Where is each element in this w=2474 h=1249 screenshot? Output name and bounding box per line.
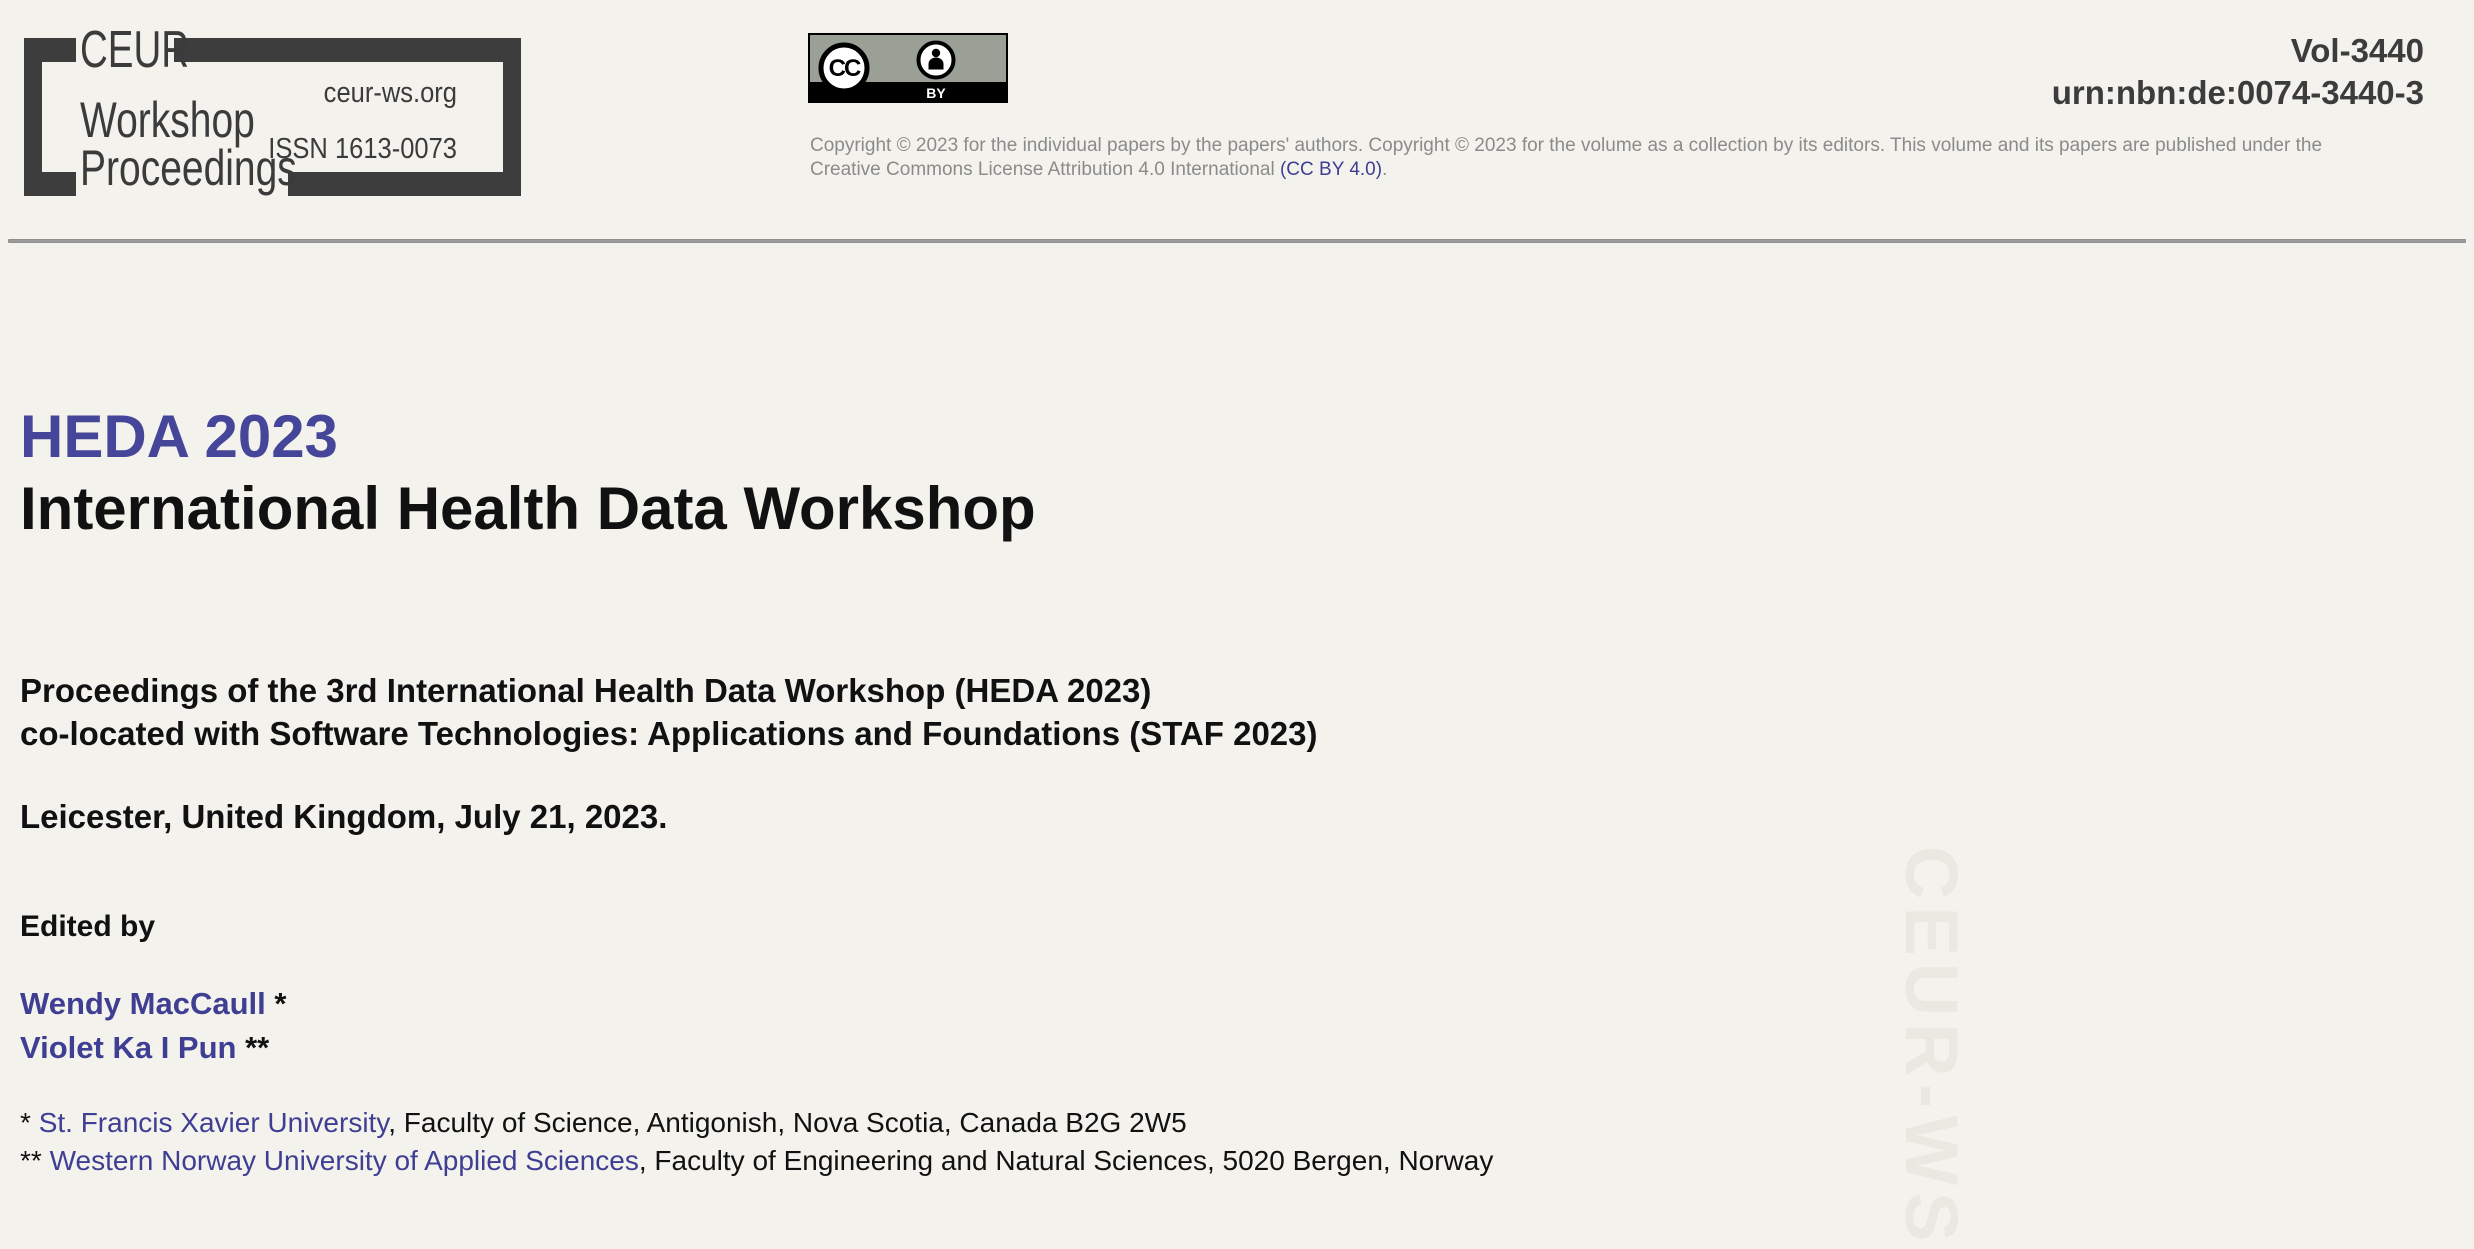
ceur-ws-watermark: CEUR-WS (1890, 846, 1973, 1249)
copyright-line2: Creative Commons License Attribution 4.0 International (CC BY 4.0). (810, 159, 1388, 180)
cc-circle-icon (821, 45, 867, 91)
affiliation-link-st-francis-xavier[interactable]: St. Francis Xavier University (38, 1107, 389, 1138)
logo-right-text (197, 78, 457, 164)
proceedings-line1: Proceedings of the 3rd International Health Data Workshop (HEDA 2023) (20, 672, 1152, 709)
logo-site-url: ceur-ws.org (323, 77, 457, 109)
affiliation-row (20, 1104, 1493, 1142)
volume-number: Vol-3440 (2290, 32, 2424, 69)
edited-by-label: Edited by (20, 910, 156, 943)
editor-footnote-marker: ** (236, 1030, 270, 1065)
page-header (0, 0, 2474, 233)
logo-proceedings-line: Proceedings (80, 140, 297, 196)
svg-text:CC: CC (828, 55, 860, 82)
editor-link-wendy-maccaull[interactable]: Wendy MacCaull (20, 986, 266, 1021)
volume-id-block (2052, 30, 2424, 114)
page-title (20, 401, 1036, 545)
editor-affiliations (20, 1104, 1493, 1180)
cc-by-badge-graphic (808, 33, 1008, 103)
logo-issn: ISSN 1613-0073 (268, 133, 457, 165)
badge-by-label: BY (926, 85, 946, 101)
proceedings-line2: co-located with Software Technologies: Applications and Foundations (STAF 2023) (20, 715, 1318, 752)
editors-list (20, 982, 286, 1070)
affiliation-rest: , Faculty of Science, Antigonish, Nova Scotia, Canada B2G 2W5 (388, 1107, 1187, 1138)
editor-footnote-marker: * (265, 986, 287, 1021)
attribution-person-icon (919, 43, 954, 78)
editor-link-violet-ka-i-pun[interactable]: Violet Ka I Pun (20, 1030, 237, 1065)
footnote-marker: ** (20, 1145, 50, 1176)
workshop-title: International Health Data Workshop (20, 475, 1036, 542)
copyright-line1: Copyright © 2023 for the individual papers by the papers' authors. Copyright © 2023 for the volume as a collection by its editors. This volume and its papers are published under the (810, 135, 2323, 156)
proceedings-statement (20, 669, 1318, 755)
affiliation-row (20, 1142, 1493, 1180)
logo-workshop-line: Workshop (80, 92, 255, 148)
volume-urn: urn:nbn:de:0074-3440-3 (2051, 74, 2424, 111)
header-divider (8, 239, 2466, 243)
affiliation-rest: , Faculty of Engineering and Natural Sciences, 5020 Bergen, Norway (638, 1145, 1494, 1176)
logo-ceur-text: CEUR (80, 21, 190, 79)
logo-bracket-top (24, 38, 76, 62)
workshop-acronym: HEDA 2023 (20, 403, 338, 470)
cc-by-license-link[interactable]: (CC BY 4.0) (1279, 159, 1383, 180)
copyright-notice (810, 134, 2445, 182)
editor-row (20, 982, 286, 1026)
footnote-marker: * (20, 1107, 39, 1138)
location-date: Leicester, United Kingdom, July 21, 2023. (20, 798, 668, 835)
logo-bottom-bar (288, 172, 521, 196)
cc-by-license-badge[interactable] (808, 33, 1008, 103)
editor-row (20, 1026, 286, 1070)
logo-top-bar (174, 38, 521, 62)
affiliation-link-western-norway[interactable]: Western Norway University of Applied Sciences (49, 1145, 639, 1176)
logo-bracket-bottom (24, 172, 76, 196)
ceur-logo[interactable] (24, 21, 521, 196)
